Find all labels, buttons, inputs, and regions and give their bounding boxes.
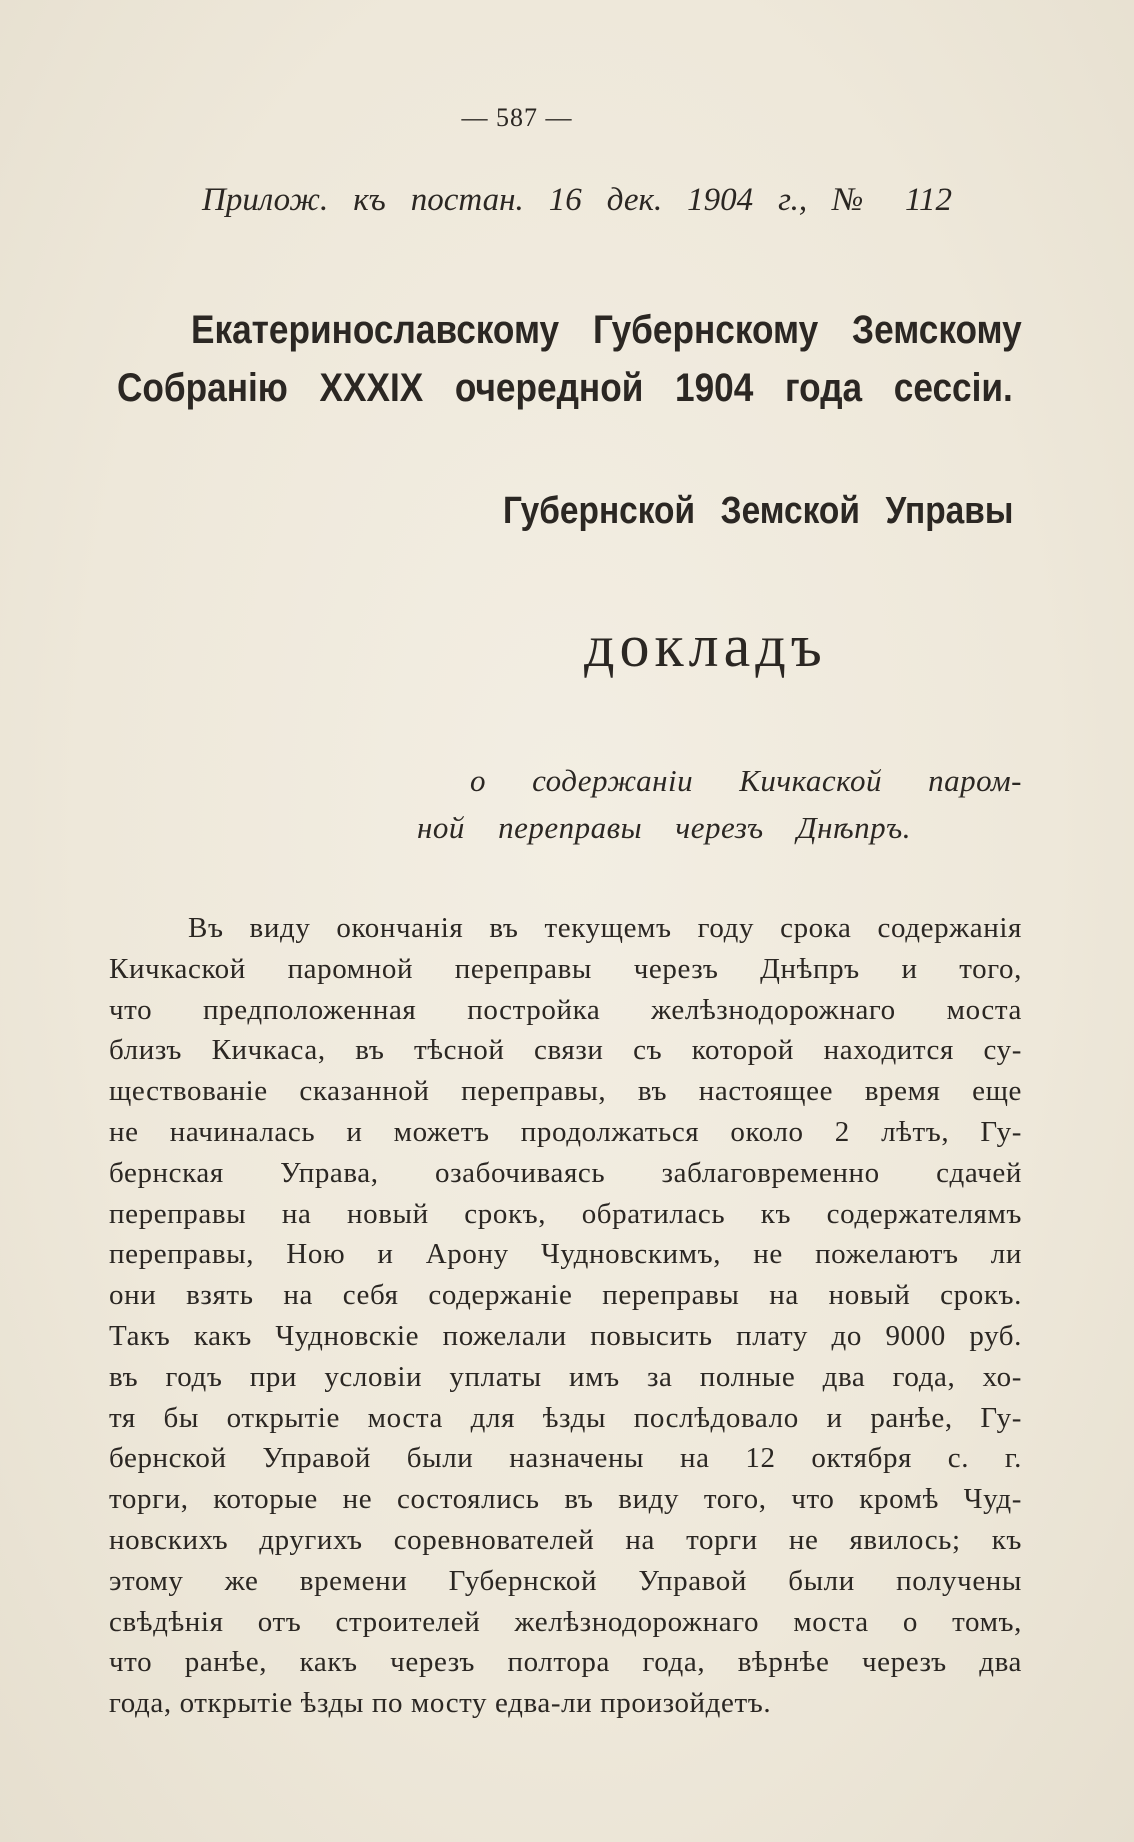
body-line: года, открытіе ѣзды по мосту едва-ли произойдетъ. bbox=[109, 1687, 772, 1720]
body-line: бернская Управа, озабочиваясь заблаговременно сдачей bbox=[109, 1156, 1022, 1189]
body-line: что ранѣе, какъ черезъ полтора года, вѣрнѣе черезъ два bbox=[109, 1646, 1022, 1679]
body-line: новскихъ другихъ соревнователей на торги не явилось; къ bbox=[109, 1523, 1022, 1556]
body-line: тя бы открытіе моста для ѣзды послѣдовало и ранѣе, Гу- bbox=[109, 1401, 1022, 1434]
body-line: этому же времени Губернской Управой были получены bbox=[109, 1564, 1022, 1597]
body-line: ществованіе сказанной переправы, въ настоящее время еще bbox=[109, 1075, 1022, 1108]
title-line-1: Екатеринославскому Губернскому Земскому bbox=[191, 308, 1022, 352]
body-line: торги, которые не состоялись въ виду того, что кромѣ Чуд- bbox=[109, 1483, 1022, 1516]
annex-reference: Прилож. къ постан. 16 дек. 1904 г., № 112 bbox=[202, 182, 952, 218]
body-paragraph bbox=[109, 908, 1022, 1724]
body-line: Такъ какъ Чудновскіе пожелали повысить плату до 9000 руб. bbox=[109, 1319, 1022, 1352]
body-line: Въ виду окончанія въ текущемъ году срока содержанія bbox=[188, 912, 1022, 944]
body-line: они взять на себя содержаніе переправы на новый срокъ. bbox=[109, 1279, 1022, 1312]
topic-line-1: о содержаніи Кичкаской паром- bbox=[470, 763, 1022, 798]
subtitle: Губернской Земской Управы bbox=[503, 490, 1014, 532]
body-line: переправы на новый срокъ, обратилась къ содержателямъ bbox=[109, 1197, 1022, 1230]
title-line-2: Собранію XXXIX очередной 1904 года сессіи. bbox=[117, 366, 1013, 410]
body-line: близъ Кичкаса, въ тѣсной связи съ которой находится су- bbox=[109, 1034, 1022, 1067]
body-line: что предположенная постройка желѣзнодорожнаго моста bbox=[109, 993, 1022, 1026]
body-line: Кичкаской паромной переправы черезъ Днѣпръ и того, bbox=[109, 952, 1022, 985]
body-line: бернской Управой были назначены на 12 октября с. г. bbox=[109, 1442, 1022, 1475]
report-heading: докладъ bbox=[584, 613, 827, 679]
page-number: — 587 — bbox=[461, 103, 573, 132]
body-line: свѣдѣнія отъ строителей желѣзнодорожнаго моста о томъ, bbox=[109, 1605, 1022, 1638]
body-line: въ годъ при условіи уплаты имъ за полные два года, хо- bbox=[109, 1360, 1022, 1393]
topic-line-2: ной переправы черезъ Днѣпръ. bbox=[417, 810, 911, 845]
body-line: не начиналась и можетъ продолжаться около 2 лѣтъ, Гу- bbox=[109, 1115, 1022, 1148]
body-line: переправы, Ною и Арону Чудновскимъ, не пожелаютъ ли bbox=[109, 1238, 1022, 1271]
